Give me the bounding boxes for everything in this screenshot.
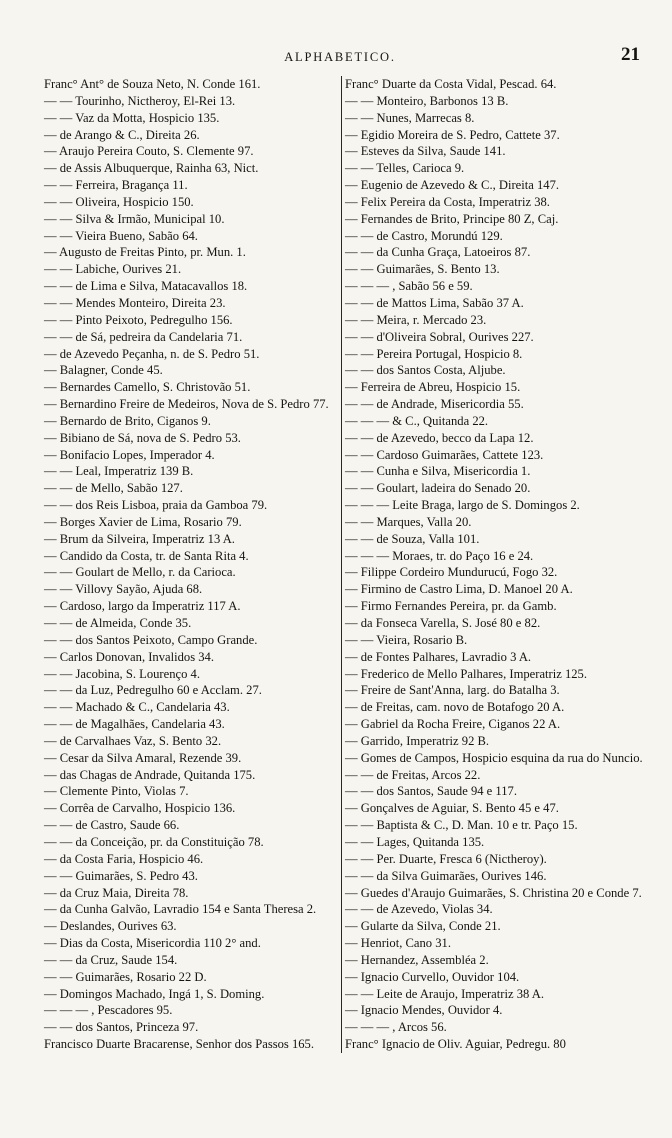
directory-entry: — — Villovy Sayão, Ajuda 68.: [44, 582, 203, 597]
directory-entry: Franc° Duarte da Costa Vidal, Pescad. 64.: [345, 77, 557, 91]
directory-entry: — Ignacio Mendes, Ouvidor 4.: [345, 1003, 503, 1018]
directory-entry: — — Mendes Monteiro, Direita 23.: [44, 295, 226, 310]
directory-entry: — Ferreira de Abreu, Hospicio 15.: [345, 380, 521, 395]
directory-entry: — — — & C., Quitanda 22.: [345, 413, 489, 428]
directory-entry: — — de Freitas, Arcos 22.: [345, 767, 481, 782]
directory-entry: — — Vieira, Rosario B.: [345, 632, 468, 647]
directory-entry: — — Monteiro, Barbonos 13 B.: [345, 93, 509, 108]
directory-entry: — — Pereira Portugal, Hospicio 8.: [345, 346, 523, 361]
directory-entry: — — Jacobina, S. Lourenço 4.: [44, 666, 200, 681]
directory-entry: — — Guimarães, S. Pedro 43.: [44, 868, 198, 883]
directory-entry: — — de Castro, Saude 66.: [44, 818, 180, 833]
directory-entry: — — de Castro, Morundú 129.: [345, 228, 503, 243]
directory-entry: — — — Leite Braga, largo de S. Domingos 2.: [345, 498, 580, 513]
directory-entry: — de Carvalhaes Vaz, S. Bento 32.: [44, 733, 222, 748]
directory-entry: — Bernardo de Brito, Ciganos 9.: [44, 413, 211, 428]
directory-entry: — — dos Santos, Saude 94 e 117.: [345, 784, 517, 799]
directory-entry: — — — , Pescadores 95.: [44, 1003, 173, 1018]
directory-entry: — — de Lima e Silva, Matacavallos 18.: [44, 279, 248, 294]
directory-entry: — — Machado & C., Candelaria 43.: [44, 700, 230, 715]
page-header: [40, 46, 640, 70]
directory-entry: — Hernandez, Assembléa 2.: [345, 952, 489, 967]
running-title: ALPHABETICO.: [284, 50, 396, 64]
directory-entry: — — d'Oliveira Sobral, Ourives 227.: [345, 329, 534, 344]
directory-entry: Franc° Ant° de Souza Neto, N. Conde 161.: [44, 77, 261, 91]
directory-entry: — das Chagas de Andrade, Quitanda 175.: [44, 767, 256, 782]
directory-entry: — — de Sá, pedreira da Candelaria 71.: [44, 329, 243, 344]
directory-entry: — — de Andrade, Misericordia 55.: [345, 397, 524, 412]
directory-entry: — — dos Santos, Princeza 97.: [44, 1020, 199, 1035]
directory-entry: — Freire de Sant'Anna, larg. do Batalha 3.: [345, 683, 560, 698]
directory-entry: — — da Silva Guimarães, Ourives 146.: [345, 868, 547, 883]
directory-entry: — Augusto de Freitas Pinto, pr. Mun. 1.: [44, 245, 246, 260]
directory-entry: — de Assis Albuquerque, Rainha 63, Nict.: [44, 161, 259, 176]
directory-entry: — Clemente Pinto, Violas 7.: [44, 784, 189, 799]
directory-entry: — — de Souza, Valla 101.: [345, 531, 480, 546]
directory-entry: — — Vaz da Motta, Hospicio 135.: [44, 110, 220, 125]
directory-entry: — — dos Santos Peixoto, Campo Grande.: [44, 632, 258, 647]
directory-entry: — Gularte da Silva, Conde 21.: [345, 919, 501, 934]
directory-entry: — Corrêa de Carvalho, Hospicio 136.: [44, 801, 236, 816]
directory-entry: — Cardoso, largo da Imperatriz 117 A.: [44, 599, 241, 614]
directory-entry: — — de Almeida, Conde 35.: [44, 616, 192, 630]
directory-entry: — — Ferreira, Bragança 11.: [44, 178, 188, 193]
directory-entry: — — de Mello, Sabão 127.: [44, 481, 183, 496]
directory-entry: — — Marques, Valla 20.: [345, 514, 472, 529]
directory-entry: — Bonifacio Lopes, Imperador 4.: [44, 447, 215, 462]
left-column: [44, 76, 336, 1053]
directory-entry: — Henriot, Cano 31.: [345, 936, 451, 951]
directory-entry: — da Cunha Galvão, Lavradio 154 e Santa Theresa 2.: [44, 902, 317, 917]
directory-entry: — Eugenio de Azevedo & C., Direita 147.: [345, 178, 560, 193]
directory-entry: — — Telles, Carioca 9.: [345, 161, 465, 176]
directory-entry: — Esteves da Silva, Saude 141.: [345, 144, 506, 159]
directory-entry: — — Cunha e Silva, Misericordia 1.: [345, 464, 531, 479]
directory-entry: — — dos Santos Costa, Aljube.: [345, 363, 506, 378]
directory-entry: — — Pinto Peixoto, Pedregulho 156.: [44, 312, 233, 327]
directory-entry: — Ignacio Curvello, Ouvidor 104.: [345, 969, 520, 984]
directory-entry: — — de Azevedo, becco da Lapa 12.: [345, 430, 534, 445]
directory-entry: — — Leal, Imperatriz 139 B.: [44, 464, 194, 479]
directory-entry: — — Cardoso Guimarães, Cattete 123.: [345, 447, 544, 462]
directory-entry: — Fernandes de Brito, Principe 80 Z, Caj.: [345, 211, 559, 226]
right-column: [341, 76, 651, 1053]
directory-entry: — Gabriel da Rocha Freire, Ciganos 22 A.: [345, 717, 561, 732]
directory-entry: — Dias da Costa, Misericordia 110 2° and.: [44, 936, 261, 951]
directory-entry: — Araujo Pereira Couto, S. Clemente 97.: [44, 144, 254, 159]
directory-entry: — — — Moraes, tr. do Paço 16 e 24.: [345, 548, 534, 563]
directory-entry: — — Leite de Araujo, Imperatriz 38 A.: [345, 986, 544, 1001]
directory-entry: — — Guimarães, Rosario 22 D.: [44, 969, 207, 984]
directory-entry: — — de Magalhães, Candelaria 43.: [44, 717, 225, 732]
directory-entry: — de Azevedo Peçanha, n. de S. Pedro 51.: [44, 346, 260, 361]
directory-entry: — Filippe Cordeiro Mundurucú, Fogo 32.: [345, 565, 558, 580]
directory-entry: — — Vieira Bueno, Sabão 64.: [44, 228, 198, 243]
directory-entry: — — Silva & Irmão, Municipal 10.: [44, 211, 225, 226]
directory-entry: — — — , Sabão 56 e 59.: [345, 279, 473, 294]
directory-entry: — Candido da Costa, tr. de Santa Rita 4.: [44, 548, 249, 563]
directory-entry: — Brum da Silveira, Imperatriz 13 A.: [44, 531, 235, 546]
directory-entry: — Bernardes Camello, S. Christovão 51.: [44, 380, 251, 395]
directory-entry: — de Fontes Palhares, Lavradio 3 A.: [345, 649, 532, 664]
directory-entry: — Frederico de Mello Palhares, Imperatriz 125.: [345, 666, 587, 681]
directory-entry: — — de Azevedo, Violas 34.: [345, 902, 493, 917]
directory-entry: — — Oliveira, Hospicio 150.: [44, 194, 194, 209]
directory-entry: — Garrido, Imperatriz 92 B.: [345, 733, 490, 748]
directory-entry: — de Freitas, cam. novo de Botafogo 20 A.: [345, 700, 565, 715]
directory-entry: — Gomes de Campos, Hospicio esquina da rua do Nuncio.: [345, 750, 643, 765]
directory-entry: — Borges Xavier de Lima, Rosario 79.: [44, 514, 242, 529]
directory-entry: — — da Conceição, pr. da Constituição 78.: [44, 834, 264, 849]
directory-entry: — Balagner, Conde 45.: [44, 363, 163, 378]
directory-entry: — — dos Reis Lisboa, praia da Gamboa 79.: [44, 498, 268, 513]
directory-entry: — da Costa Faria, Hospicio 46.: [44, 851, 204, 866]
directory-entry: — Egidio Moreira de S. Pedro, Cattete 37.: [345, 127, 560, 142]
directory-entry: Francisco Duarte Bracarense, Senhor dos Passos 165.: [44, 1037, 315, 1052]
directory-entry: — Felix Pereira da Costa, Imperatriz 38.: [345, 194, 550, 209]
directory-entry: — — Baptista & C., D. Man. 10 e tr. Paço 15.: [345, 818, 578, 833]
directory-entry: — — Goulart de Mello, r. da Carioca.: [44, 565, 236, 580]
directory-entry: — Bernardino Freire de Medeiros, Nova de S. Pedro 77.: [44, 397, 329, 412]
directory-entry: — — Nunes, Marrecas 8.: [345, 110, 475, 125]
page-number: 21: [621, 44, 640, 65]
directory-entry: — Firmo Fernandes Pereira, pr. da Gamb.: [345, 599, 557, 614]
directory-entry: — — — , Arcos 56.: [345, 1020, 447, 1035]
directory-entry: — Deslandes, Ourives 63.: [44, 919, 177, 934]
directory-entry: — — de Mattos Lima, Sabão 37 A.: [345, 295, 524, 310]
directory-entry: — Firmino de Castro Lima, D. Manoel 20 A.: [345, 582, 573, 597]
directory-entry: — Cesar da Silva Amaral, Rezende 39.: [44, 750, 242, 765]
directory-entry: — — Goulart, ladeira do Senado 20.: [345, 481, 531, 496]
directory-entry: — Carlos Donovan, Invalidos 34.: [44, 649, 214, 664]
directory-entry: — Domingos Machado, Ingá 1, S. Doming.: [44, 986, 265, 1001]
directory-entry: — de Arango & C., Direita 26.: [44, 127, 200, 142]
directory-entry: Franc° Ignacio de Oliv. Aguiar, Pedregu. 80: [345, 1037, 566, 1052]
directory-entry: — da Cruz Maia, Direita 78.: [44, 885, 189, 900]
directory-entry: — Bibiano de Sá, nova de S. Pedro 53.: [44, 430, 241, 445]
directory-entry: — — Meira, r. Mercado 23.: [345, 312, 487, 327]
directory-entry: — Guedes d'Araujo Guimarães, S. Christina 20 e Conde 7.: [345, 885, 642, 900]
directory-entry: — Gonçalves de Aguiar, S. Bento 45 e 47.: [345, 801, 559, 816]
directory-entry: — — Labiche, Ourives 21.: [44, 262, 182, 277]
directory-entry: — — Lages, Quitanda 135.: [345, 834, 485, 849]
directory-entry: — — Tourinho, Nictheroy, El-Rei 13.: [44, 93, 236, 108]
directory-entry: — — Guimarães, S. Bento 13.: [345, 262, 500, 277]
directory-entry: — — da Cruz, Saude 154.: [44, 952, 178, 967]
directory-entry: — — Per. Duarte, Fresca 6 (Nictheroy).: [345, 851, 547, 866]
directory-entry: — da Fonseca Varella, S. José 80 e 82.: [345, 616, 541, 630]
directory-entry: — — da Cunha Graça, Latoeiros 87.: [345, 245, 531, 260]
directory-entry: — — da Luz, Pedregulho 60 e Acclam. 27.: [44, 683, 262, 698]
